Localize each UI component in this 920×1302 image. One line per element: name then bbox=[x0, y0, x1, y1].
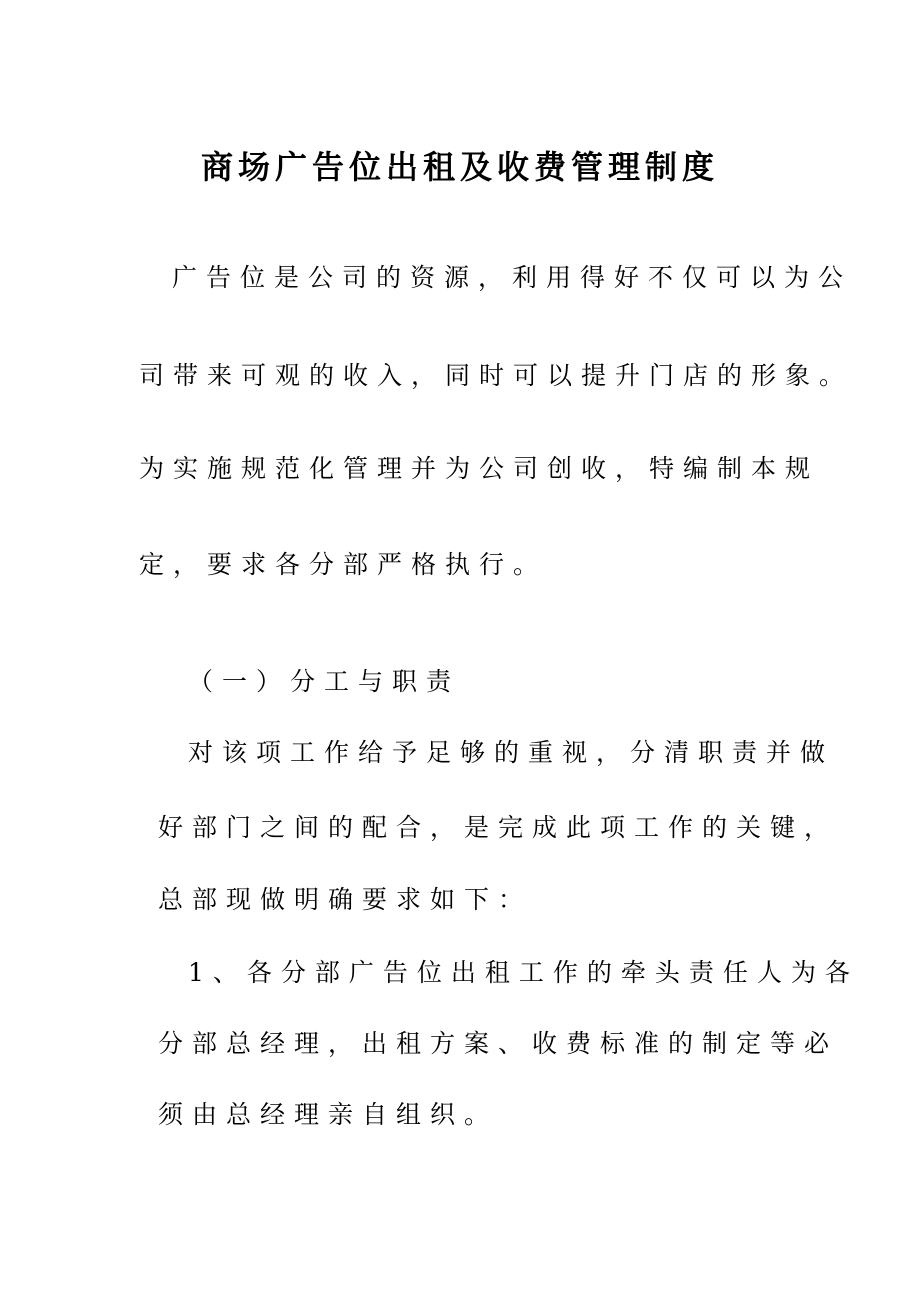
item-1-line-3: 须由总经理亲自组织。 bbox=[158, 1100, 499, 1129]
document-title: 商场广告位出租及收费管理制度 bbox=[200, 148, 719, 186]
intro-line-3: 为实施规范化管理并为公司创收，特编制本规 bbox=[139, 454, 820, 483]
section-paragraph-line-1: 对该项工作给予足够的重视，分清职责并做 bbox=[188, 738, 835, 767]
item-1-line-2: 分部总经理，出租方案、收费标准的制定等必 bbox=[158, 1029, 839, 1058]
intro-line-4: 定，要求各分部严格执行。 bbox=[139, 550, 548, 579]
intro-line-2: 司带来可观的收入，同时可以提升门店的形象。 bbox=[139, 361, 854, 390]
item-1-line-1: 1、各分部广告位出租工作的牵头责任人为各 bbox=[188, 958, 859, 987]
section-heading: （一）分工与职责 bbox=[188, 667, 461, 696]
section-paragraph-line-2: 好部门之间的配合，是完成此项工作的关键， bbox=[158, 813, 839, 842]
intro-line-1: 广告位是公司的资源，利用得好不仅可以为公 bbox=[172, 263, 853, 292]
section-paragraph-line-3: 总部现做明确要求如下： bbox=[158, 885, 533, 914]
